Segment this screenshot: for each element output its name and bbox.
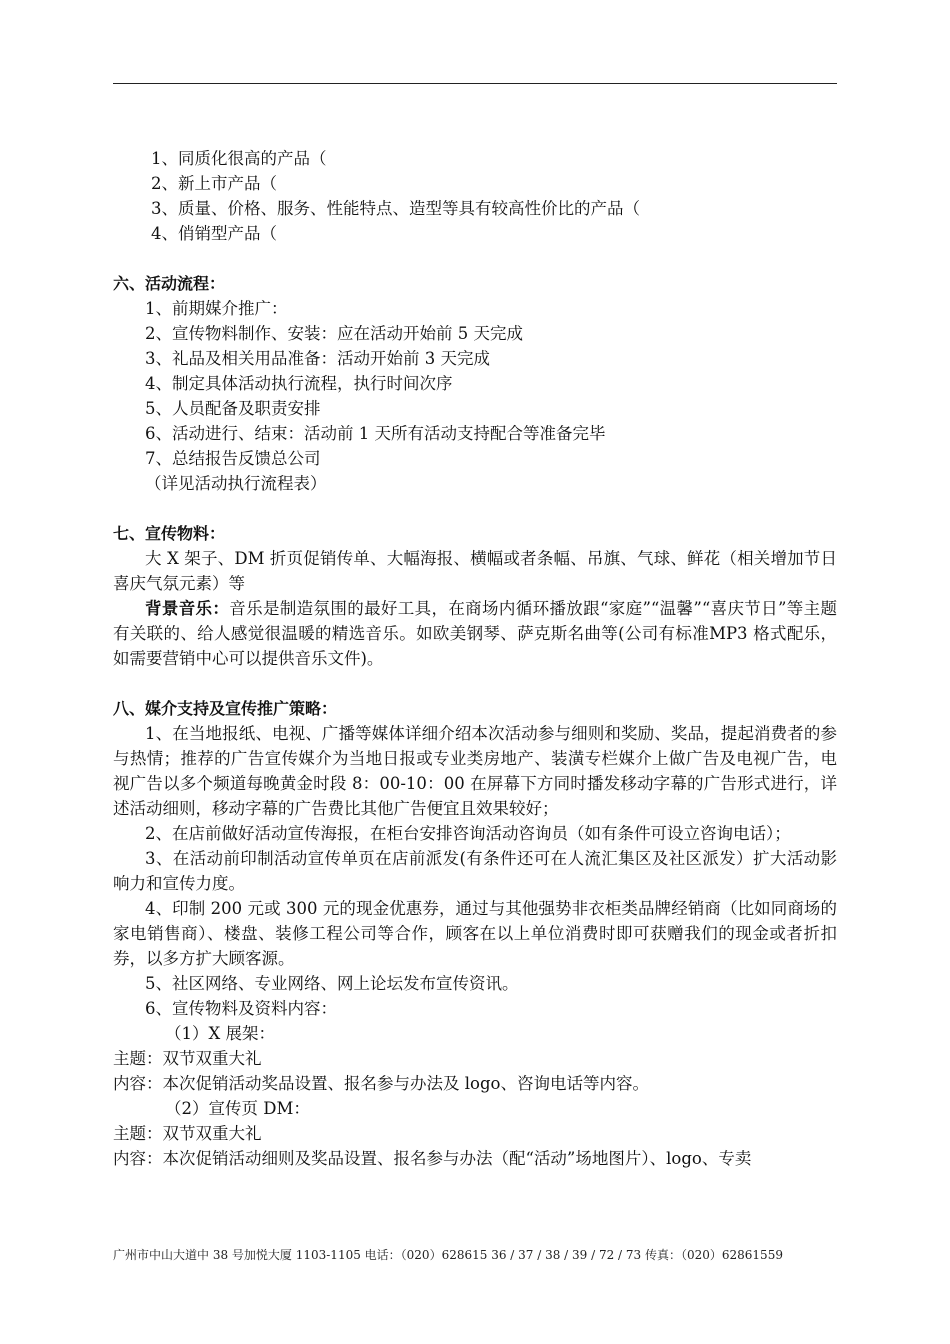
section-heading-7: 七、宣传物料： bbox=[113, 524, 226, 543]
media-paragraph-4: 4、印制 200 元或 300 元的现金优惠券，通过与其他强势非衣柜类品牌经销商（比如同商场的家电销售商）、楼盘、装修工程公司等合作，顾客在以上单位消费时即可获赠我们的现金或者折扣券，以多方扩大顾客源。 bbox=[113, 899, 837, 968]
media-paragraph-5: 5、社区网络、专业网络、网上论坛发布宣传资讯。 bbox=[145, 974, 519, 993]
media-paragraph-1: 1、在当地报纸、电视、广播等媒体详细介绍本次活动参与细则和奖励、奖品，提起消费者的参与热情；推荐的广告宣传媒介为当地日报或专业类房地产、装潢专栏媒介上做广告及电视广告，电视广告以多个频道每晚黄金时段 8：00-10：00 在屏幕下方同时播发移动字幕的广告形式进行，详述活动细则，移动字幕的广告费比其他广告便宜且效果较好； bbox=[113, 724, 837, 818]
process-item: 4、制定具体活动执行流程，执行时间次序 bbox=[145, 374, 453, 393]
media-paragraph-6: 6、宣传物料及资料内容： bbox=[145, 999, 337, 1018]
section-heading-8: 八、媒介支持及宣传推广策略： bbox=[113, 699, 338, 718]
sub-item-content: 内容：本次促销活动奖品设置、报名参与办法及 logo、咨询电话等内容。 bbox=[113, 1074, 649, 1093]
process-item: 3、礼品及相关用品准备：活动开始前 3 天完成 bbox=[145, 349, 490, 368]
process-item: 2、宣传物料制作、安装：应在活动开始前 5 天完成 bbox=[145, 324, 523, 343]
sub-item-theme: 主题：双节双重大礼 bbox=[113, 1124, 262, 1143]
list-item: 2、新上市产品（ bbox=[151, 174, 277, 193]
list-item: 3、质量、价格、服务、性能特点、造型等具有较高性价比的产品（ bbox=[151, 199, 640, 218]
section-heading-6: 六、活动流程： bbox=[113, 274, 226, 293]
process-item: 5、人员配备及职责安排 bbox=[145, 399, 321, 418]
music-text: 音乐是制造氛围的最好工具，在商场内循环播放跟“家庭”“温馨”“喜庆节日”等主题有关联的、给人感觉很温暖的精选音乐。如欧美钢琴、萨克斯名曲等(公司有标准MP3 格式配乐，如需要营销中心可以提供音乐文件)。 bbox=[113, 599, 837, 668]
process-item: 1、前期媒介推广： bbox=[145, 299, 288, 318]
process-note: （详见活动执行流程表） bbox=[145, 474, 327, 493]
header-rule bbox=[113, 83, 837, 84]
sub-item-title: （2）宣传页 DM： bbox=[165, 1099, 310, 1118]
music-label: 背景音乐： bbox=[145, 599, 230, 618]
music-paragraph bbox=[113, 596, 837, 671]
list-item: 4、俏销型产品（ bbox=[151, 224, 277, 243]
page-footer: 广州市中山大道中 38 号加悦大厦 1103-1105 电话：（020）628615 36 / 37 / 38 / 39 / 72 / 73 传真：（020）62861559 bbox=[113, 1248, 783, 1262]
process-item: 7、总结报告反馈总公司 bbox=[145, 449, 321, 468]
materials-paragraph: 大 X 架子、DM 折页促销传单、大幅海报、横幅或者条幅、吊旗、气球、鲜花（相关增加节日喜庆气氛元素）等 bbox=[113, 549, 837, 593]
sub-item-content: 内容：本次促销活动细则及奖品设置、报名参与办法（配“活动”场地图片）、logo、专卖 bbox=[113, 1149, 752, 1168]
media-paragraph-2: 2、在店前做好活动宣传海报，在柜台安排咨询活动咨询员（如有条件可设立咨询电话）； bbox=[145, 824, 791, 843]
sub-item-theme: 主题：双节双重大礼 bbox=[113, 1049, 262, 1068]
process-item: 6、活动进行、结束：活动前 1 天所有活动支持配合等准备完毕 bbox=[145, 424, 606, 443]
media-paragraph-3: 3、在活动前印制活动宣传单页在店前派发(有条件还可在人流汇集区及社区派发）扩大活动影响力和宣传力度。 bbox=[113, 849, 837, 893]
document-body bbox=[113, 146, 837, 1171]
sub-item-title: （1）X 展架： bbox=[165, 1024, 275, 1043]
list-item: 1、同质化很高的产品（ bbox=[151, 149, 327, 168]
